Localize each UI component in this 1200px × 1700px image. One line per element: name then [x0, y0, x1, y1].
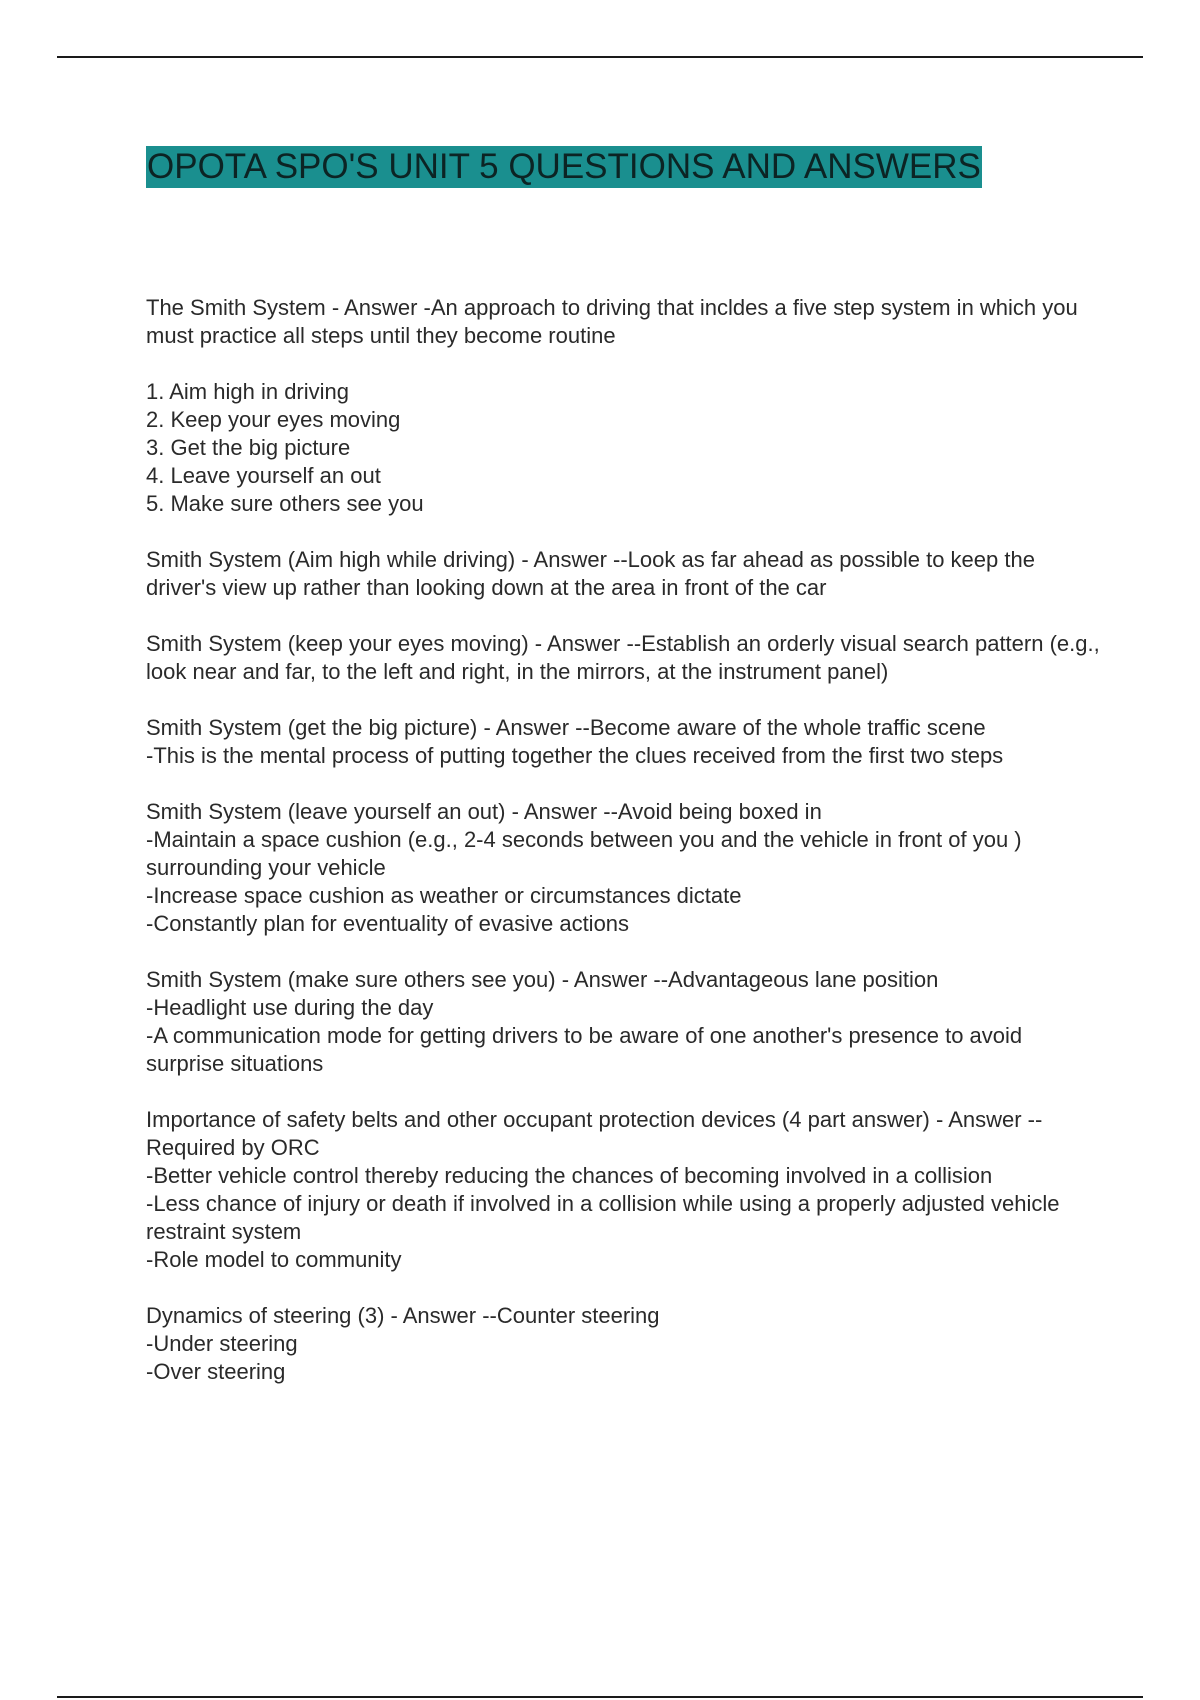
- qa-block: [146, 1302, 1106, 1386]
- qa-line: -This is the mental process of putting together the clues received from the first two steps: [146, 743, 1004, 768]
- qa-line: Dynamics of steering (3) - Answer --Counter steering: [146, 1303, 660, 1328]
- qa-line: -Headlight use during the day: [146, 995, 434, 1020]
- qa-line: -Role model to community: [146, 1247, 402, 1272]
- qa-line: Smith System (keep your eyes moving) - Answer --Establish an orderly visual search pattern (e.g., look near and far, to the left and right, in the mirrors, at the instrument panel): [146, 631, 1100, 684]
- qa-block: [146, 714, 1106, 770]
- qa-line: -Better vehicle control thereby reducing the chances of becoming involved in a collision: [146, 1163, 993, 1188]
- qa-line: -Increase space cushion as weather or circumstances dictate: [146, 883, 742, 908]
- qa-line: Smith System (leave yourself an out) - Answer --Avoid being boxed in: [146, 799, 822, 824]
- qa-line: -Under steering: [146, 1331, 298, 1356]
- intro-block: [146, 294, 1106, 350]
- document-content: [146, 146, 1106, 1414]
- qa-block: [146, 798, 1106, 938]
- list-item: 5. Make sure others see you: [146, 491, 424, 516]
- list-item: 2. Keep your eyes moving: [146, 407, 401, 432]
- list-item: 1. Aim high in driving: [146, 379, 349, 404]
- qa-block: [146, 966, 1106, 1078]
- list-item: 3. Get the big picture: [146, 435, 351, 460]
- qa-line: Smith System (make sure others see you) - Answer --Advantageous lane position: [146, 967, 939, 992]
- list-item: 4. Leave yourself an out: [146, 463, 381, 488]
- document-title: OPOTA SPO'S UNIT 5 QUESTIONS AND ANSWERS: [147, 147, 981, 186]
- top-rule: [57, 56, 1143, 58]
- qa-line: -Maintain a space cushion (e.g., 2-4 seconds between you and the vehicle in front of you ) surrounding your vehicle: [146, 827, 1022, 880]
- bottom-rule: [57, 1696, 1143, 1698]
- qa-line: -Over steering: [146, 1359, 286, 1384]
- qa-line: -Constantly plan for eventuality of evasive actions: [146, 911, 630, 936]
- smith-steps-list: [146, 378, 1106, 518]
- qa-block: [146, 630, 1106, 686]
- qa-line: -Less chance of injury or death if involved in a collision while using a properly adjusted vehicle restraint system: [146, 1191, 1060, 1244]
- qa-line: Smith System (Aim high while driving) - Answer --Look as far ahead as possible to keep the driver's view up rather than looking down at the area in front of the car: [146, 547, 1035, 600]
- document-body: [146, 294, 1106, 1386]
- qa-block: [146, 1106, 1106, 1274]
- intro-line: The Smith System - Answer -An approach to driving that incldes a five step system in which you must practice all steps until they become routine: [146, 295, 1078, 348]
- qa-line: Smith System (get the big picture) - Answer --Become aware of the whole traffic scene: [146, 715, 986, 740]
- qa-block: [146, 546, 1106, 602]
- qa-line: -A communication mode for getting drivers to be aware of one another's presence to avoid surprise situations: [146, 1023, 1023, 1076]
- qa-line: Importance of safety belts and other occupant protection devices (4 part answer) - Answer --Required by ORC: [146, 1107, 1043, 1160]
